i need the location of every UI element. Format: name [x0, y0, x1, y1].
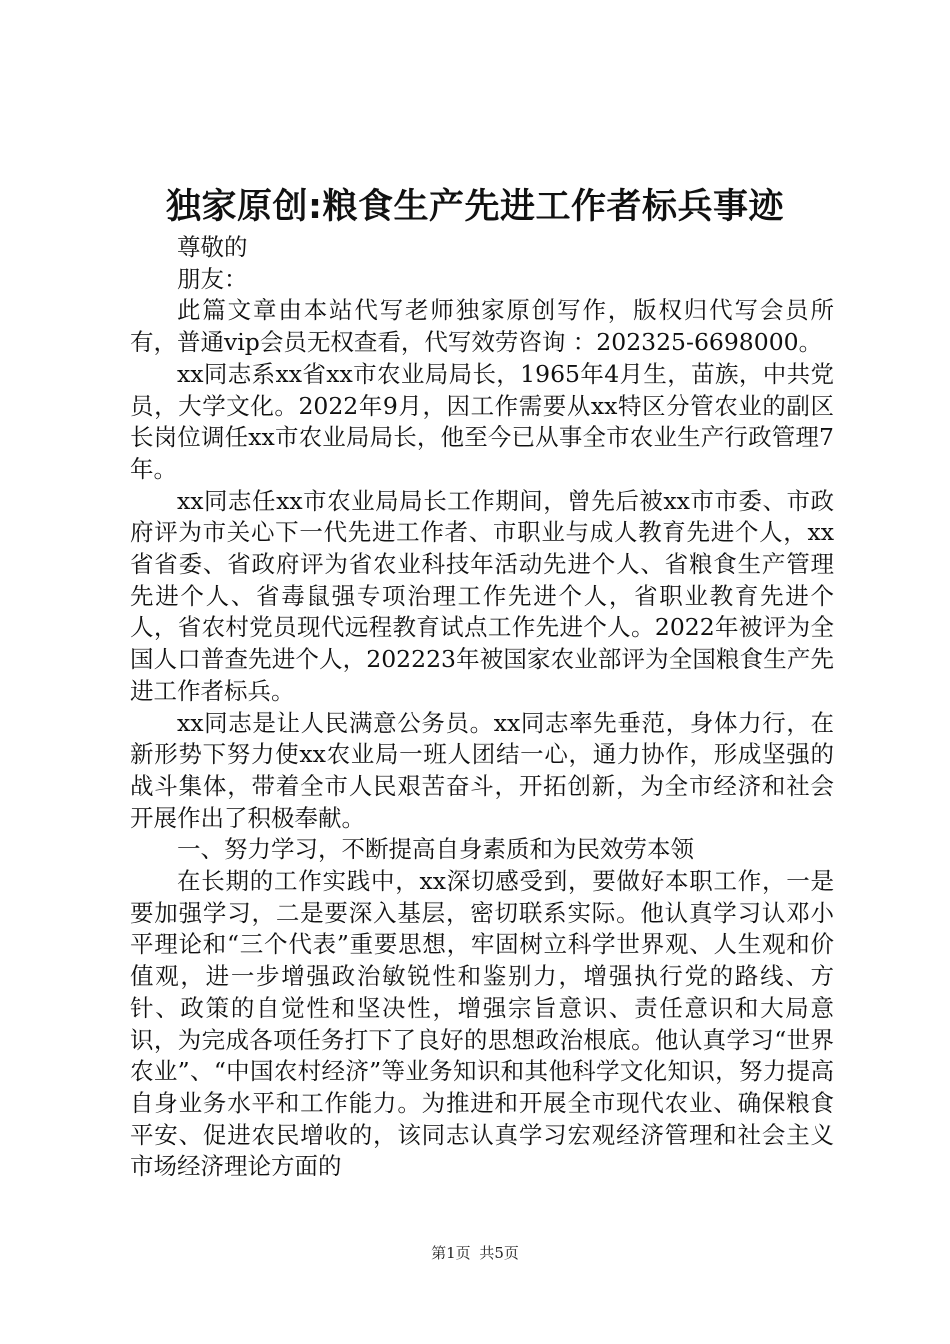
section-heading-1: 一、努力学习，不断提高自身素质和为民效劳本领	[177, 835, 694, 864]
page-total: 共5页	[479, 1244, 519, 1262]
page-footer	[0, 1243, 950, 1263]
document-title: 独家原创:粮食生产先进工作者标兵事迹	[166, 187, 784, 227]
salutation-line-2: 朋友：	[177, 264, 248, 293]
salutation-line-1: 尊敬的	[177, 233, 248, 261]
paragraph-copyright-notice: 此篇文章由本站代写老师独家原创写作，版权归代写会员所有，普通vip会员无权查看，代写效劳咨询 ：202325-6698000。	[130, 296, 834, 357]
page-number: 第1页	[431, 1244, 471, 1262]
document-body	[130, 232, 834, 1183]
paragraph-leadership: xx同志是让人民满意公务员。xx同志率先垂范，身体力行，在新形势下努力使xx农业局一班人团结一心，通力协作，形成坚强的战斗集体，带着全市人民艰苦奋斗，开拓创新，为全市经济和社会开展作出了积极奉献。	[130, 708, 834, 832]
paragraph-study: 在长期的工作实践中，xx深切感受到，要做好本职工作，一是要加强学习，二是要深入基层，密切联系实际。他认真学习认邓小平理论和“三个代表”重要思想，牢固树立科学世界观、人生观和价值观，进一步增强政治敏锐性和鉴别力，增强执行党的路线、方针、政策的自觉性和坚决性，增强宗旨意识、责任意识和大局意识，为完成各项任务打下了良好的思想政治根底。他认真学习“世界农业”、“中国农村经济”等业务知识和其他科学文化知识，努力提高自身业务水平和工作能力。为推进和开展全市现代农业、确保粮食平安、促进农民增收的，该同志认真学习宏观经济管理和社会主义市场经济理论方面的	[130, 867, 834, 1181]
paragraph-profile: xx同志系xx省xx市农业局局长，1965年4月生，苗族，中共党员，大学文化。2022年9月，因工作需要从xx特区分管农业的副区长岗位调任xx市农业局局长，他至今已从事全市农业生产行政管理7年。	[130, 359, 834, 483]
paragraph-honors: xx同志任xx市农业局局长工作期间，曾先后被xx市市委、市政府评为市关心下一代先进工作者、市职业与成人教育先进个人，xx省省委、省政府评为省农业科技年活动先进个人、省粮食生产管理先进个人、省毒鼠强专项治理工作先进个人，省职业教育先进个人，省农村党员现代远程教育试点工作先进个人。2022年被评为全国人口普查先进个人，202223年被国家农业部评为全国粮食生产先进工作者标兵。	[130, 486, 834, 705]
